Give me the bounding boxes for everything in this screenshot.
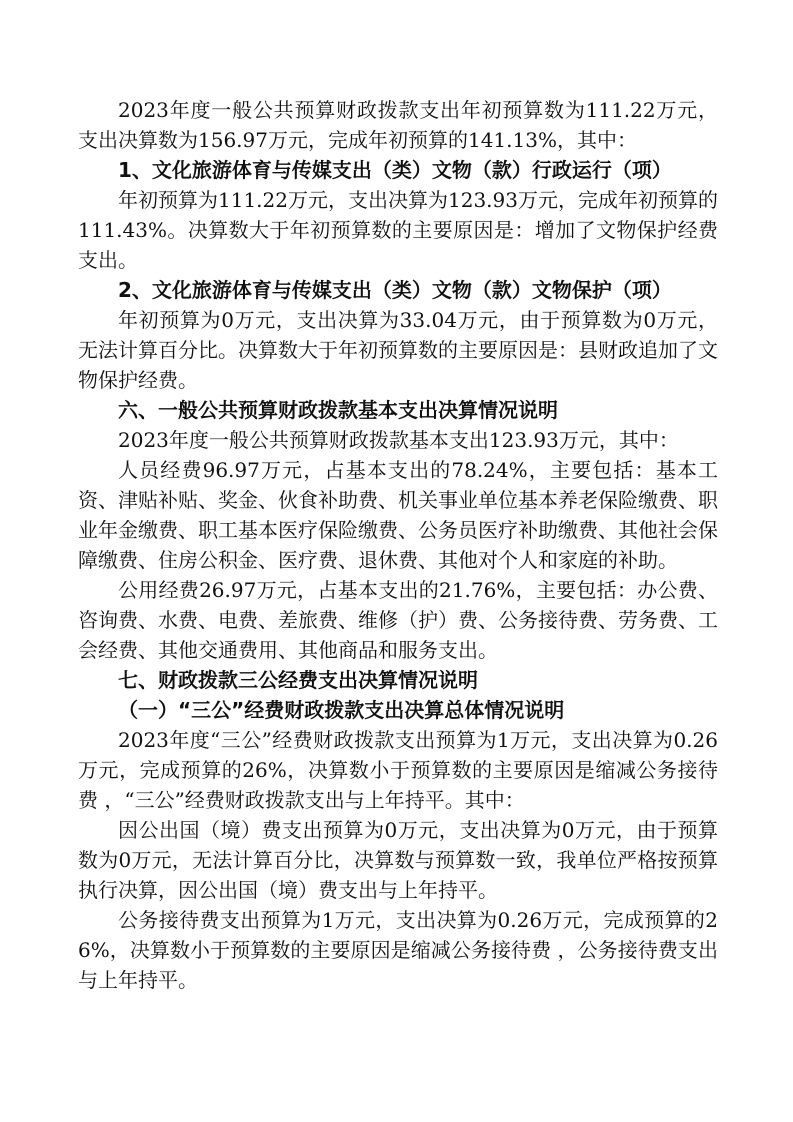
paragraph-overseas-travel: 因公出国（境）费支出预算为0万元，支出决算为0万元，由于预算数为0万元，无法计算百分比，决算数与预算数一致，我单位严格按预算执行决算，因公出国（境）费支出与上年持平。	[78, 818, 718, 902]
paragraph-item-1-detail: 年初预算为111.22万元，支出决算为123.93万元，完成年初预算的111.43%。决算数大于年初预算数的主要原因是：增加了文物保护经费支出。	[78, 188, 718, 272]
heading-section-7-three-public-expenses: 七、财政拨款三公经费支出决算情况说明	[118, 668, 478, 692]
paragraph-three-public-overall: 2023年度“三公”经费财政拨款支出预算为1万元，支出决算为0.26万元，完成预算的26%，决算数小于预算数的主要原因是缩减公务接待费 ，“三公”经费财政拨款支出与上年持平。其中：	[78, 728, 718, 812]
document-body	[78, 95, 718, 995]
paragraph-general-budget-summary: 2023年度一般公共预算财政拨款支出年初预算数为111.22万元，支出决算数为156.97万元，完成年初预算的141.13%，其中：	[78, 98, 718, 152]
paragraph-official-reception: 公务接待费支出预算为1万元，支出决算为0.26万元，完成预算的26%，决算数小于预算数的主要原因是缩减公务接待费 ，公务接待费支出与上年持平。	[78, 908, 718, 992]
heading-section-6-basic-expenditure: 六、一般公共预算财政拨款基本支出决算情况说明	[118, 398, 558, 422]
paragraph-public-expenses: 公用经费26.97万元，占基本支出的21.76%，主要包括：办公费、咨询费、水费、电费、差旅费、维修（护）费、公务接待费、劳务费、工会经费、其他交通费用、其他商品和服务支出。	[78, 578, 718, 662]
heading-item-1-administrative-operation: 1、文化旅游体育与传媒支出（类）文物（款）行政运行（项）	[118, 158, 672, 182]
heading-item-2-cultural-relic-protection: 2、文化旅游体育与传媒支出（类）文物（款）文物保护（项）	[118, 278, 672, 302]
paragraph-personnel-expenses: 人员经费96.97万元，占基本支出的78.24%，主要包括：基本工资、津贴补贴、奖金、伙食补助费、机关事业单位基本养老保险缴费、职业年金缴费、职工基本医疗保险缴费、公务员医疗补助缴费、其他社会保障缴费、住房公积金、医疗费、退休费、其他对个人和家庭的补助。	[78, 458, 718, 572]
paragraph-basic-expenditure-total: 2023年度一般公共预算财政拨款基本支出123.93万元，其中：	[118, 428, 679, 452]
heading-subsection-1-overall: （一）“三公”经费财政拨款支出决算总体情况说明	[118, 698, 565, 722]
paragraph-item-2-detail: 年初预算为0万元，支出决算为33.04万元，由于预算数为0万元，无法计算百分比。决算数大于年初预算数的主要原因是：县财政追加了文物保护经费。	[78, 308, 718, 392]
